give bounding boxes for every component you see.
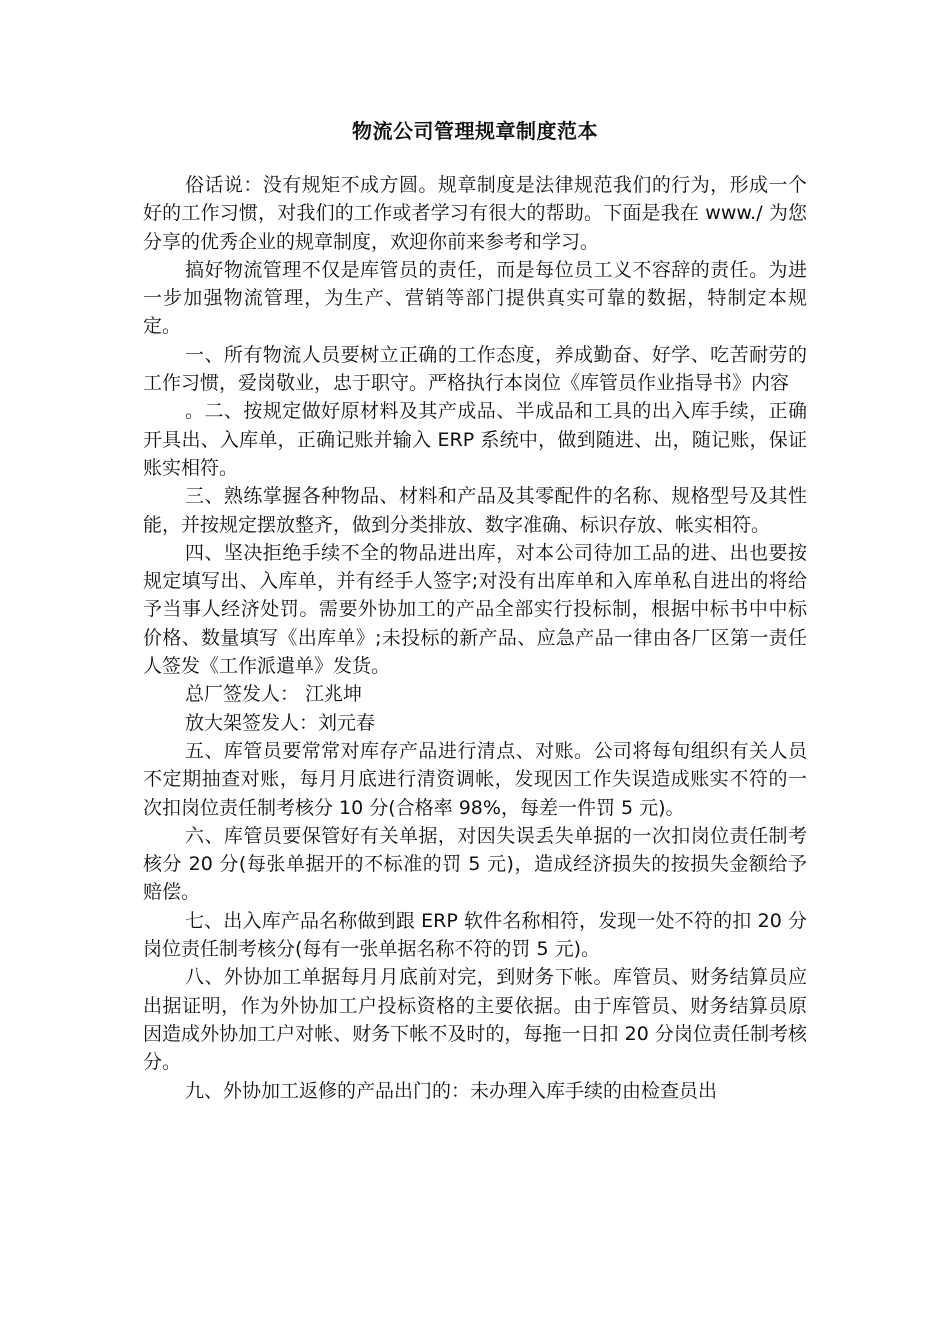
paragraph-rule-5: 五、库管员要常常对库存产品进行清点、对账。公司将每旬组织有关人员不定期抽查对账，每月月底进行清资调帐，发现因工作失误造成账实不符的一次扣岗位责任制考核分 10 分(合格率 98%，每差一件罚 5 元)。 (143, 739, 807, 819)
document-title: 物流公司管理规章制度范本 (352, 119, 598, 143)
paragraph-rule-2: 。二、按规定做好原材料及其产成品、半成品和工具的出入库手续，正确开具出、入库单，正确记账并输入 ERP 系统中，做到随进、出，随记账，保证账实相符。 (143, 400, 807, 479)
paragraph-rule-6: 六、库管员要保管好有关单据，对因失误丢失单据的一次扣岗位责任制考核分 20 分(每张单据开的不标准的罚 5 元)，造成经济损失的按损失金额给予赔偿。 (143, 824, 807, 904)
paragraph-rule-7: 七、出入库产品名称做到跟 ERP 软件名称相符，发现一处不符的扣 20 分岗位责任制考核分(每有一张单据名称不符的罚 5 元)。 (143, 909, 807, 961)
paragraph-purpose: 搞好物流管理不仅是库管员的责任，而是每位员工义不容辞的责任。为进一步加强物流管理，为生产、营销等部门提供真实可靠的数据，特制定本规定。 (143, 258, 807, 338)
document-body (143, 171, 807, 1105)
paragraph-intro: 俗话说：没有规矩不成方圆。规章制度是法律规范我们的行为，形成一个好的工作习惯，对我们的工作或者学习有很大的帮助。下面是我在 www./ 为您分享的优秀企业的规章制度，欢迎你前来参考和学习。 (143, 174, 807, 253)
paragraph-rule-8: 八、外协加工单据每月月底前对完，到财务下帐。库管员、财务结算员应出据证明，作为外协加工户投标资格的主要依据。由于库管员、财务结算员原因造成外协加工户对帐、财务下帐不及时的，每拖一日扣 20 分岗位责任制考核分。 (143, 966, 807, 1074)
paragraph-rule-4: 四、坚决拒绝手续不全的物品进出库，对本公司待加工品的进、出也要按规定填写出、入库单，并有经手人签字;对没有出库单和入库单私自进出的将给予当事人经济处罚。需要外协加工的产品全部实行投标制，根据中标书中中标价格、数量填写《出库单》;未投标的新产品、应急产品一律由各厂区第一责任人签发《工作派遣单》发货。 (143, 541, 807, 678)
paragraph-rule-1: 一、所有物流人员要树立正确的工作态度，养成勤奋、好学、吃苦耐劳的工作习惯，爱岗敬业，忠于职守。严格执行本岗位《库管员作业指导书》内容 (143, 343, 807, 395)
signer-general-factory: 总厂签发人： 江兆坤 (185, 683, 363, 706)
signer-enlarger-frame: 放大架签发人：刘元春 (185, 711, 376, 734)
paragraph-rule-9: 九、外协加工返修的产品出门的：未办理入库手续的由检查员出 (185, 1079, 718, 1102)
paragraph-rule-3: 三、熟练掌握各种物品、材料和产品及其零配件的名称、规格型号及其性能，并按规定摆放整齐，做到分类排放、数字准确、标识存放、帐实相符。 (143, 485, 807, 536)
